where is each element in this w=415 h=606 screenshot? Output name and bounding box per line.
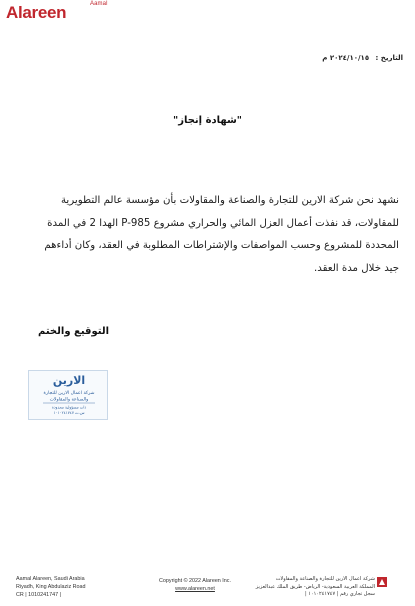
body-line: المحددة للمشروع وحسب المواصفات والإشتراطات المطلوبة في العقد، وكان أداءهم [44,240,399,251]
logo-subtitle: Aamal [90,1,108,7]
date-label: التاريخ : [375,54,403,62]
signature-label: التوقيع والختم [38,326,110,337]
footer-line: Aamal Alareen, Saudi Arabia [16,576,85,582]
logo-wordmark: Alareen [6,3,67,22]
footer-copyright [145,578,245,594]
footer-line: CR | 1010241747 | [16,591,62,598]
footer-line: Riyadh, King Abdulaziz Road [16,583,86,590]
stamp-seal-icon [29,371,109,421]
copyright-text: Copyright © 2022 Alareen Inc. [159,578,231,584]
svg-text:الارين: الارين [52,374,86,387]
company-stamp [28,370,108,420]
body-line: جيد خلال مدة العقد. [314,262,399,274]
certificate-title: "شهادة إنجاز" [172,115,243,126]
body-line: للمقاولات، قد نفذت أعمال العزل المائي والحراري مشروع P-985 الهدا 2 في المدة [47,217,399,229]
date-value: ٢٠٢٤/١٠/١٥ م [322,54,370,62]
body-line: نشهد نحن شركة الارين للتجارة والصناعة والمقاولات بأن مؤسسة عالم التطويرية [60,195,399,206]
company-logo [6,1,116,23]
footer-address-en [16,576,86,599]
svg-text:شركة اعمال الارين للتجارة: شركة اعمال الارين للتجارة [43,391,95,396]
certificate-body [18,190,399,280]
footer-line: المملكة العربية السعودية- الرياض- طريق الملك عبدالعزيز [255,583,375,590]
footer-address-ar [256,576,375,599]
website-link[interactable]: www.alareen.net [175,585,215,592]
page-footer [0,570,415,606]
footer-line: شركة اعمال الارين للتجارة والصناعة والمقاولات [275,576,375,582]
svg-text:ذات مسؤولية محدودة: ذات مسؤولية محدودة [51,404,87,410]
brand-mark-icon [377,577,387,587]
document-date [322,54,403,62]
footer-line: سجل تجاري رقم | ١٠١٠٢٤١٧٤٧ | [305,591,375,598]
svg-text:والصناعة والمقاولات: والصناعة والمقاولات [49,397,89,403]
svg-text:س.ت ١٠١٠٢٤١٧٤٧: س.ت ١٠١٠٢٤١٧٤٧ [53,410,85,415]
